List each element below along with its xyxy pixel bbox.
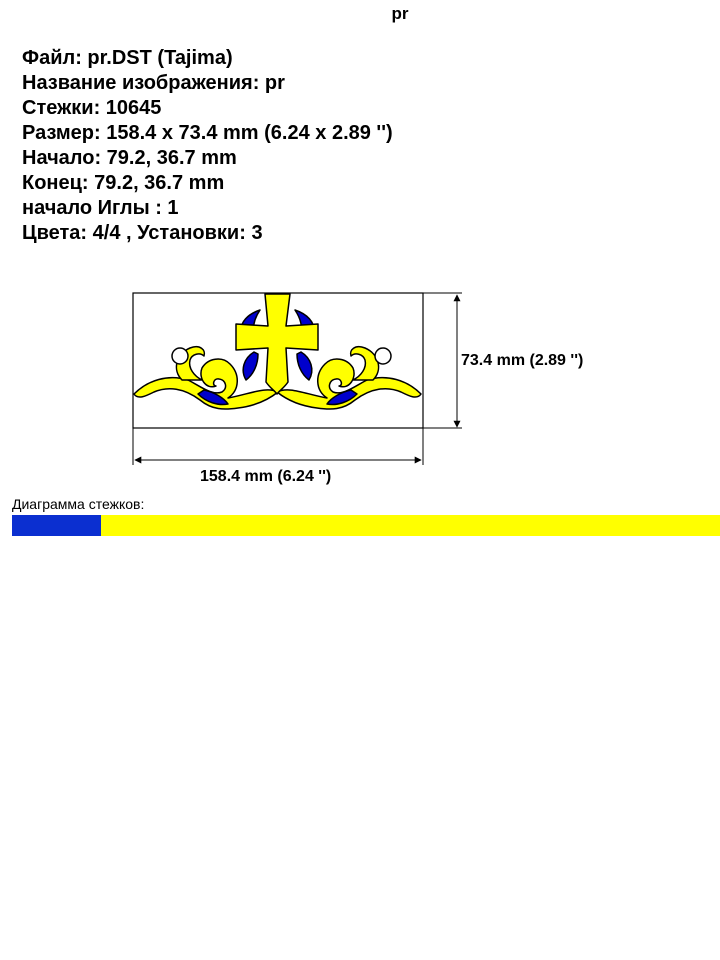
stitch-segment-yellow [101, 515, 720, 536]
colors-line: Цвета: 4/4 , Установки: 3 [22, 222, 263, 244]
end-line: Конец: 79.2, 36.7 mm [22, 172, 225, 194]
right-circle [375, 348, 391, 364]
left-circle [172, 348, 188, 364]
embroidery-preview [120, 282, 620, 492]
file-line: Файл: pr.DST (Tajima) [22, 47, 233, 69]
stitch-segment-blue [12, 515, 101, 536]
stitch-diagram-label: Диаграмма стежков: [12, 496, 145, 512]
needle-start-line: начало Иглы : 1 [22, 197, 179, 219]
design-name-line: Название изображения: pr [22, 72, 285, 94]
stitch-diagram-bar [12, 515, 720, 536]
size-line: Размер: 158.4 x 73.4 mm (6.24 x 2.89 '') [22, 122, 393, 144]
start-line: Начало: 79.2, 36.7 mm [22, 147, 237, 169]
design-info [22, 46, 393, 246]
page-title: pr [391, 4, 409, 23]
width-dimension-label: 158.4 mm (6.24 '') [200, 468, 332, 485]
stitches-line: Стежки: 10645 [22, 97, 162, 119]
height-dimension-label: 73.4 mm (2.89 '') [461, 352, 584, 369]
embroidery-design [134, 294, 421, 409]
